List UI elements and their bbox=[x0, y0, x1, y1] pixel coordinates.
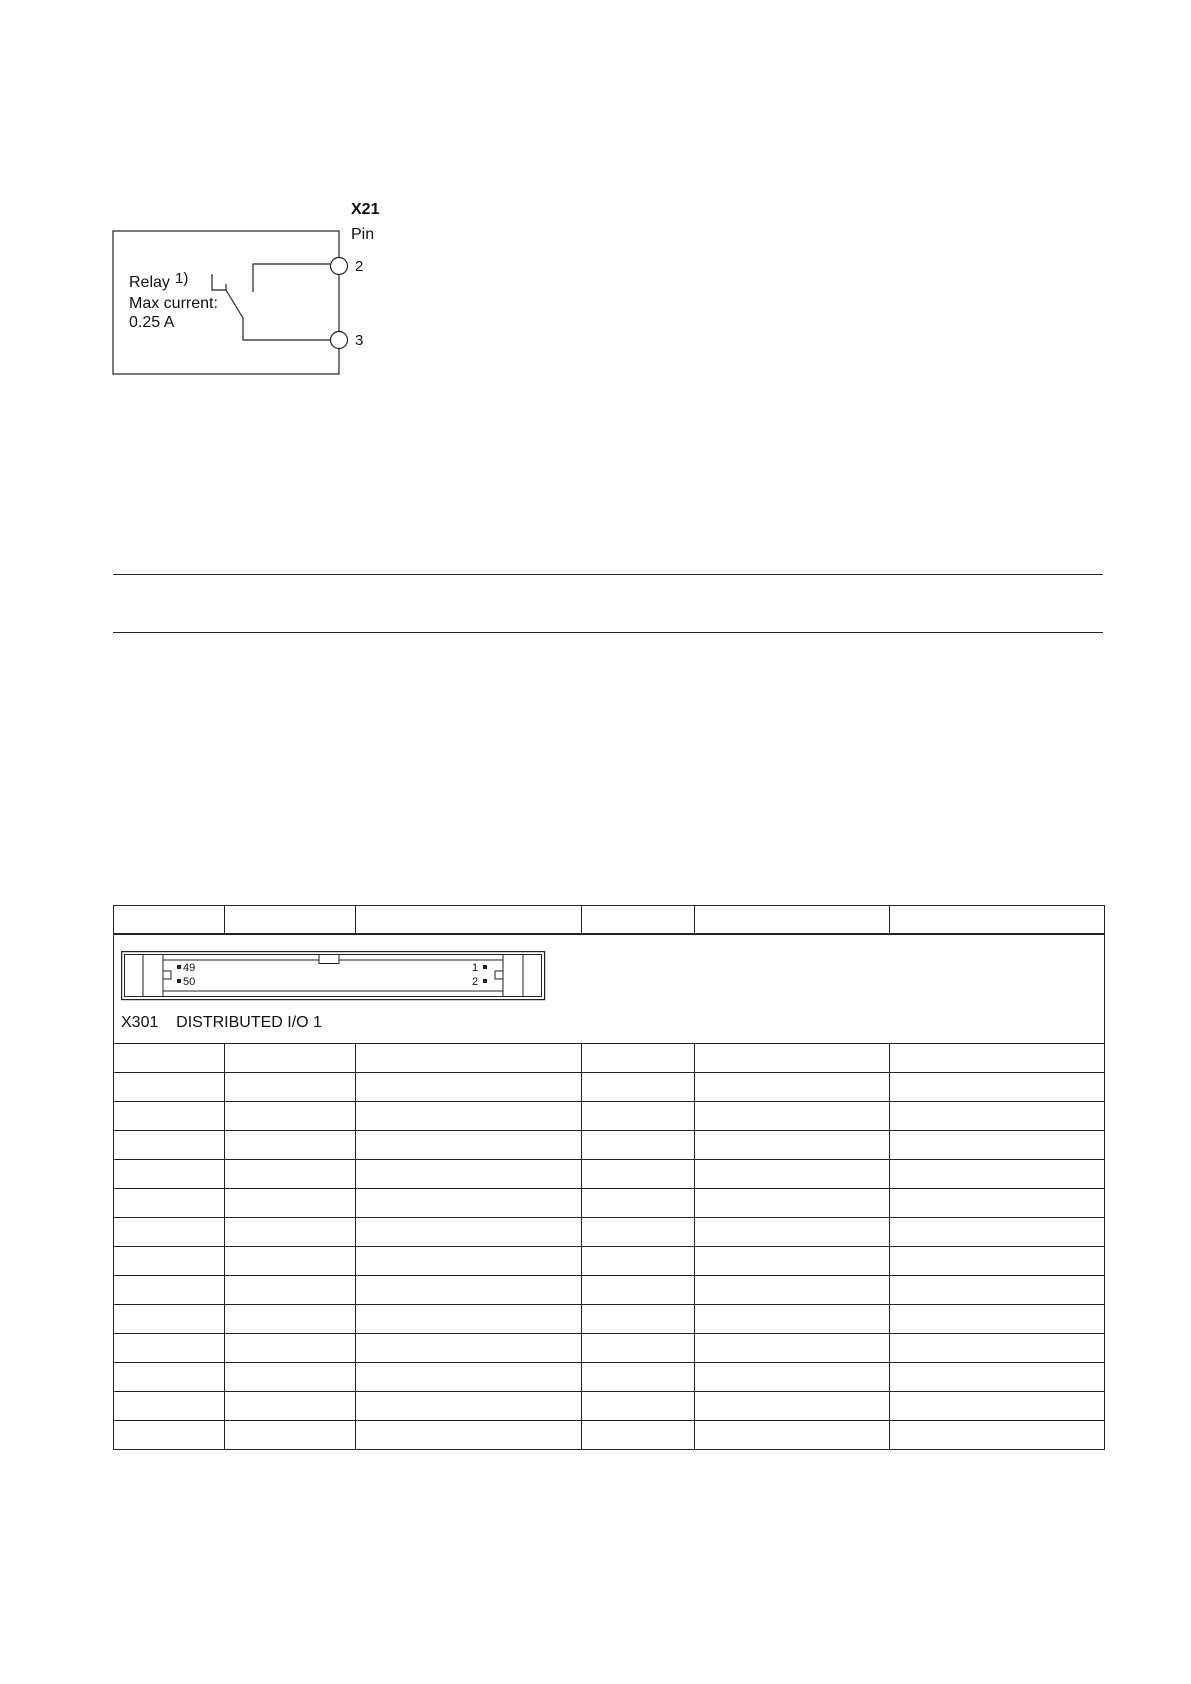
relay-label: Relay bbox=[129, 274, 170, 291]
table-cell bbox=[356, 1305, 582, 1334]
table-cell bbox=[695, 1276, 890, 1305]
table-cell bbox=[356, 1073, 582, 1102]
table-row bbox=[114, 1073, 1105, 1102]
table-row bbox=[114, 1334, 1105, 1363]
table-cell bbox=[890, 1392, 1105, 1421]
table-cell bbox=[582, 1102, 695, 1131]
connector-drawing bbox=[121, 951, 547, 1003]
table-cell bbox=[695, 1305, 890, 1334]
table-cell bbox=[582, 1421, 695, 1450]
header-cell bbox=[890, 906, 1105, 935]
table-cell bbox=[695, 1363, 890, 1392]
table-cell bbox=[582, 1334, 695, 1363]
connector-row bbox=[114, 934, 1105, 1044]
table-row bbox=[114, 1218, 1105, 1247]
table-cell bbox=[114, 1363, 225, 1392]
table-row bbox=[114, 1305, 1105, 1334]
table-row bbox=[114, 1247, 1105, 1276]
max-current-label: Max current: bbox=[129, 295, 218, 312]
relay-footnote: 1) bbox=[175, 270, 189, 287]
table-cell bbox=[695, 1131, 890, 1160]
table-cell bbox=[356, 1189, 582, 1218]
table-cell bbox=[582, 1363, 695, 1392]
table-cell bbox=[356, 1276, 582, 1305]
table-cell bbox=[695, 1044, 890, 1073]
contact-upper-wire bbox=[253, 264, 330, 292]
table-cell bbox=[225, 1189, 356, 1218]
table-row bbox=[114, 1421, 1105, 1450]
table-cell bbox=[890, 1305, 1105, 1334]
table-cell bbox=[890, 1044, 1105, 1073]
contact-switch-blade bbox=[226, 290, 243, 318]
table-cell bbox=[225, 1334, 356, 1363]
table-row bbox=[114, 1392, 1105, 1421]
table-row bbox=[114, 1276, 1105, 1305]
header-cell bbox=[225, 906, 356, 935]
header-cell bbox=[356, 906, 582, 935]
table-cell bbox=[114, 1276, 225, 1305]
pin-assignment-table bbox=[113, 905, 1105, 1450]
table-cell bbox=[695, 1160, 890, 1189]
table-cell bbox=[114, 1334, 225, 1363]
table-cell bbox=[356, 1218, 582, 1247]
table-cell bbox=[114, 1305, 225, 1334]
table-cell bbox=[890, 1276, 1105, 1305]
table-cell bbox=[582, 1305, 695, 1334]
table-cell bbox=[582, 1392, 695, 1421]
table-cell bbox=[114, 1102, 225, 1131]
table-cell bbox=[114, 1392, 225, 1421]
pin-number-3: 3 bbox=[355, 332, 364, 349]
table-row bbox=[114, 1044, 1105, 1073]
table-cell bbox=[582, 1044, 695, 1073]
header-cell bbox=[695, 906, 890, 935]
pin-1-label: 1 bbox=[472, 962, 479, 974]
connector-caption: X301 DISTRIBUTED I/O 1 bbox=[121, 1014, 322, 1031]
table-row bbox=[114, 1102, 1105, 1131]
terminal-3 bbox=[331, 332, 348, 349]
table-cell bbox=[225, 1276, 356, 1305]
table-cell bbox=[225, 1392, 356, 1421]
table-cell bbox=[225, 1305, 356, 1334]
table-cell bbox=[225, 1421, 356, 1450]
table-cell bbox=[582, 1073, 695, 1102]
table-cell bbox=[225, 1363, 356, 1392]
table-cell bbox=[356, 1160, 582, 1189]
table-cell bbox=[695, 1102, 890, 1131]
table-cell bbox=[114, 1044, 225, 1073]
pin-49-label: 49 bbox=[183, 962, 196, 974]
table-cell bbox=[356, 1363, 582, 1392]
table-cell bbox=[225, 1102, 356, 1131]
contact-lower-wire bbox=[243, 318, 330, 340]
table-cell bbox=[114, 1218, 225, 1247]
table-cell bbox=[114, 1131, 225, 1160]
table-cell bbox=[356, 1044, 582, 1073]
table-cell bbox=[890, 1247, 1105, 1276]
table-cell bbox=[356, 1392, 582, 1421]
pin-number-2: 2 bbox=[355, 258, 364, 275]
pin-2-label: 2 bbox=[472, 976, 479, 988]
table-cell bbox=[582, 1218, 695, 1247]
table-cell bbox=[890, 1421, 1105, 1450]
table-cell bbox=[582, 1247, 695, 1276]
table-cell bbox=[890, 1131, 1105, 1160]
table-cell bbox=[114, 1247, 225, 1276]
table-cell bbox=[890, 1334, 1105, 1363]
table-cell bbox=[356, 1334, 582, 1363]
table-row bbox=[114, 1363, 1105, 1392]
table-cell bbox=[225, 1247, 356, 1276]
table-cell bbox=[225, 1073, 356, 1102]
table-cell bbox=[225, 1044, 356, 1073]
table-cell bbox=[695, 1247, 890, 1276]
table-body bbox=[114, 1044, 1105, 1450]
header-cell bbox=[114, 906, 225, 935]
table-cell bbox=[114, 1421, 225, 1450]
table-cell bbox=[225, 1160, 356, 1189]
table-cell bbox=[890, 1160, 1105, 1189]
terminal-2 bbox=[331, 258, 348, 275]
rule-bottom bbox=[113, 632, 1103, 633]
table-row bbox=[114, 1131, 1105, 1160]
rule-top bbox=[113, 574, 1103, 575]
relay-box bbox=[113, 231, 339, 374]
contact-lever bbox=[212, 274, 226, 290]
table-cell bbox=[582, 1160, 695, 1189]
table-cell bbox=[890, 1218, 1105, 1247]
max-current-value: 0.25 A bbox=[129, 314, 175, 331]
pin-header: Pin bbox=[351, 226, 375, 243]
connector-cell bbox=[114, 934, 1105, 1044]
table-cell bbox=[582, 1131, 695, 1160]
table-cell bbox=[582, 1276, 695, 1305]
table-cell bbox=[114, 1073, 225, 1102]
table-cell bbox=[356, 1131, 582, 1160]
table-cell bbox=[582, 1189, 695, 1218]
table-cell bbox=[695, 1421, 890, 1450]
table-cell bbox=[695, 1073, 890, 1102]
table-cell bbox=[114, 1160, 225, 1189]
pin-50-label: 50 bbox=[183, 976, 196, 988]
table-cell bbox=[225, 1218, 356, 1247]
header-cell bbox=[582, 906, 695, 935]
table-row bbox=[114, 1189, 1105, 1218]
table-cell bbox=[356, 1421, 582, 1450]
table-cell bbox=[114, 1189, 225, 1218]
table-cell bbox=[695, 1189, 890, 1218]
table-cell bbox=[890, 1363, 1105, 1392]
table-cell bbox=[356, 1247, 582, 1276]
table-cell bbox=[695, 1334, 890, 1363]
table-row bbox=[114, 1160, 1105, 1189]
table-cell bbox=[356, 1102, 582, 1131]
table-cell bbox=[695, 1218, 890, 1247]
connector-label: X21 bbox=[351, 201, 380, 218]
table-cell bbox=[890, 1073, 1105, 1102]
table-cell bbox=[695, 1392, 890, 1421]
table-cell bbox=[225, 1131, 356, 1160]
table-cell bbox=[890, 1189, 1105, 1218]
table-header bbox=[114, 906, 1105, 935]
table-cell bbox=[890, 1102, 1105, 1131]
